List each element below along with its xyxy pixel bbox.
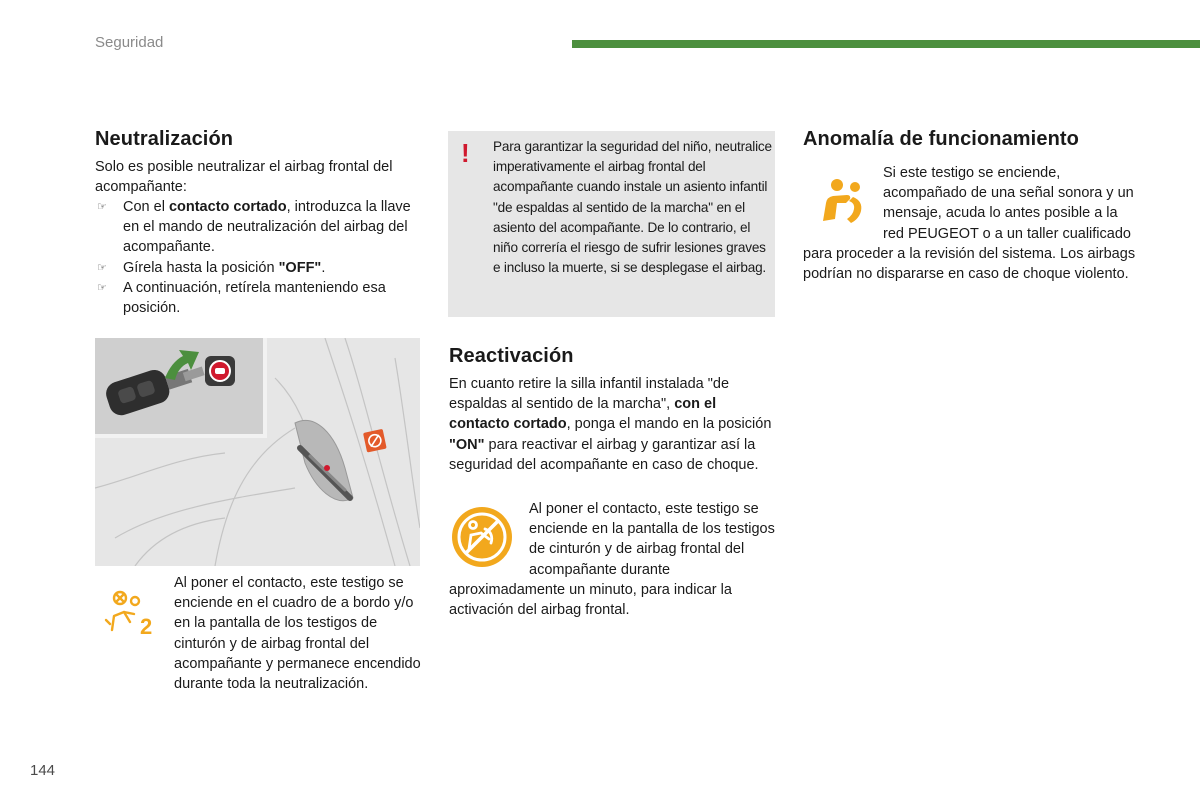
neutralizacion-intro: Solo es posible neutralizar el airbag frontal del acompañante: xyxy=(95,159,393,196)
passenger-airbag-off-circle-icon xyxy=(449,499,529,577)
anomalia-text: Si este testigo se enciende, acompañado de una señal sonora y un mensaje, acuda lo antes posible a la red PEUGEOT o a un taller cualificado para proceder a la revisión del sistema. Los airbags podrían no dispararse en caso de choque violento. xyxy=(803,165,1136,283)
warning-text: Para garantizar la seguridad del niño, neutralice imperativamente el airbag frontal del acompañante cuando instale un asiento infantil "de espaldas al sentido de la marcha" en el asiento del acompañante. De lo contrario, el niño correría el riesgo de sufrir lesiones graves e incluso la muerte, si se desplegase el airbag. xyxy=(493,139,772,276)
reactivacion-text: En cuanto retire la silla infantil instalada "de espaldas al sentido de la marcha", con el contacto cortado, ponga el mando en la posición "ON" para reactivar el airbag y garantizar así la seguridad del acompañante en caso de choque. xyxy=(449,376,772,473)
pointing-hand-icon: ☞ xyxy=(97,281,107,294)
neutralizacion-heading: Neutralización xyxy=(95,128,234,150)
airbag-warning-icon xyxy=(803,163,883,243)
neutralizacion-note: Al poner el contacto, este testigo se enciende en el cuadro de a bordo y/o en la pantalla de los testigos de cinturón y de airbag frontal del acompañante y permanece encendido durante toda la neutralización. xyxy=(174,575,421,693)
pointing-hand-icon: ☞ xyxy=(97,261,107,274)
reactivacion-heading: Reactivación xyxy=(449,345,574,367)
svg-text:2: 2 xyxy=(140,614,153,636)
page-number: 144 xyxy=(30,762,56,779)
section-title: Seguridad xyxy=(95,34,164,51)
exclamation-icon: ! xyxy=(461,138,470,168)
airbag-switch-illustration xyxy=(95,338,420,566)
step-item: ☞ A continuación, retírela manteniendo esa posición. xyxy=(97,279,386,317)
key-inset xyxy=(95,338,267,438)
neutralizacion-steps xyxy=(95,197,425,318)
passenger-airbag-off-2-icon xyxy=(100,590,160,636)
anomalia-heading: Anomalía de funcionamiento xyxy=(803,128,1079,150)
reactivacion-note: Al poner el contacto, este testigo se enciende en la pantalla de los testigos de cinturón y de airbag frontal del acompañante durante aproximadamente un minuto, para indicar la activación del airbag frontal. xyxy=(449,501,775,619)
header-accent-bar xyxy=(572,40,1200,48)
step-item: ☞ Gírela hasta la posición "OFF". xyxy=(95,258,425,278)
pointing-hand-icon: ☞ xyxy=(97,201,107,213)
step-item: ☞ Con el contacto cortado, introduzca la llave en el mando de neutralización del airbag del acompañante. xyxy=(97,199,411,256)
